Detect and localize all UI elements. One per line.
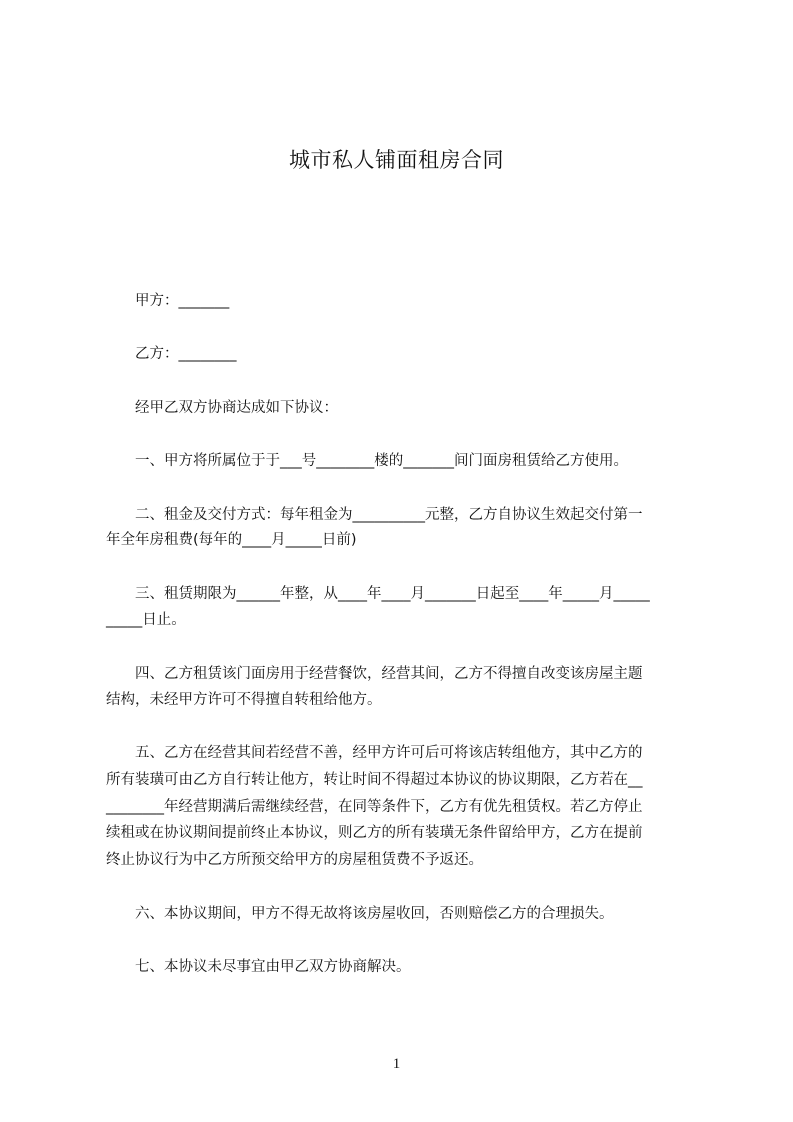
clause-6: 六、本协议期间，甲方不得无故将该房屋收回，否则赔偿乙方的合理损失。 — [135, 906, 614, 922]
clause-4-line-2: 结构，未经甲方许可不得擅自转租给他方。 — [106, 692, 382, 708]
clause-7: 七、本协议未尽事宜由甲乙双方协商解决。 — [135, 959, 411, 975]
intro-text: 经甲乙双方协商达成如下协议： — [135, 400, 338, 416]
document-title: 城市私人铺面租房合同 — [289, 148, 504, 172]
clause-5-line-2: 所有装璜可由乙方自行转让他方，转让时间不得超过本协议的协议期限，乙方若在__ — [106, 772, 643, 788]
party-b-line: 乙方：________ — [135, 346, 237, 362]
clause-1: 一、甲方将所属位于于___号________楼的_______间门面房租赁给乙方使用。 — [135, 453, 628, 469]
clause-3-line-2: _____日止。 — [106, 612, 186, 628]
clause-5-line-3: ________年经营期满后需继续经营，在同等条件下，乙方有优先租赁权。若乙方停止 — [106, 799, 643, 815]
clause-4-line-1: 四、乙方租赁该门面房用于经营餐饮，经营其间，乙方不得擅自改变该房屋主题 — [135, 666, 643, 682]
party-a-line: 甲方：_______ — [135, 293, 230, 309]
clause-5-line-1: 五、乙方在经营其间若经营不善，经甲方许可后可将该店转组他方，其中乙方的 — [135, 745, 643, 761]
clause-5-line-5: 终止协议行为中乙方所预交给甲方的房屋租赁费不予返还。 — [106, 852, 483, 868]
clause-3-line-1: 三、租赁期限为______年整，从____年____月_______日起至____年_____月_____ — [135, 586, 650, 602]
clause-2-line-2: 年全年房租费(每年的____月_____日前) — [106, 532, 357, 548]
clause-2-line-1: 二、租金及交付方式：每年租金为__________元整，乙方自协议生效起交付第一 — [135, 507, 643, 523]
clause-5-line-4: 续租或在协议期间提前终止本协议，则乙方的所有装璜无条件留给甲方，乙方在提前 — [106, 825, 643, 841]
page-number: 1 — [392, 1056, 401, 1072]
